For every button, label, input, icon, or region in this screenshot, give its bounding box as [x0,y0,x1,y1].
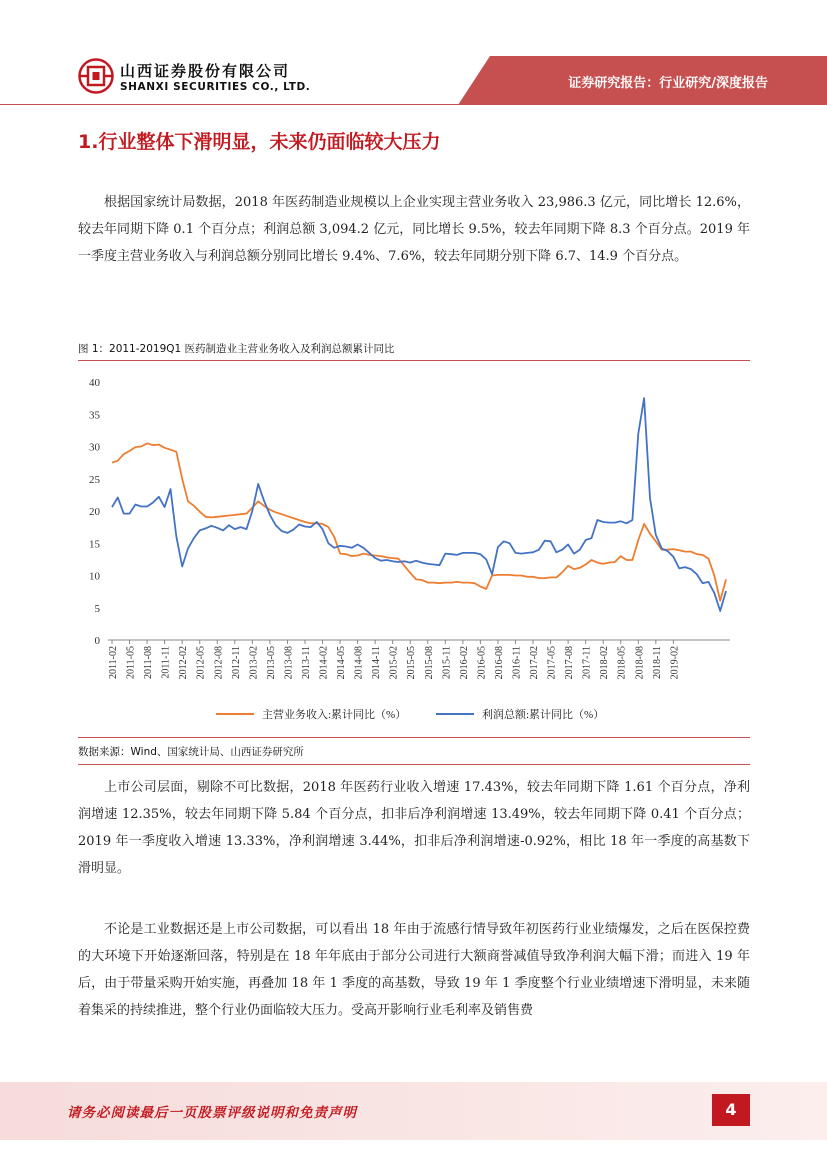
y-tick-label: 10 [89,570,100,583]
section-title: 1.行业整体下滑明显，未来仍面临较大压力 [78,131,441,153]
x-tick-label: 2017-11 [581,646,593,679]
x-tick-label: 2013-05 [265,646,277,680]
report-type-label: 证券研究报告：行业研究/深度报告 [568,76,768,91]
x-tick-label: 2014-05 [336,646,348,680]
y-tick-label: 5 [94,602,100,615]
series-line-revenue [112,443,726,600]
company-logo-icon [78,58,114,94]
x-tick-label: 2016-11 [511,646,523,679]
x-tick-label: 2018-08 [634,646,646,680]
y-tick-label: 35 [89,409,100,422]
y-tick-label: 15 [89,538,100,551]
x-tick-label: 2011-02 [108,646,119,679]
company-name-en: SHANXI SECURITIES CO., LTD. [120,81,311,93]
y-tick-label: 20 [89,506,100,518]
x-tick-label: 2011-05 [125,646,137,679]
x-tick-label: 2013-08 [283,646,295,680]
x-tick-label: 2015-11 [441,646,453,679]
y-tick-label: 25 [89,473,100,486]
x-tick-label: 2012-02 [178,646,190,680]
x-tick-label: 2016-08 [493,646,505,680]
x-tick-label: 2014-02 [318,646,330,680]
y-tick-label: 40 [89,377,100,389]
paragraph-industry-data: 根据国家统计局数据，2018 年医药制造业规模以上企业实现主营业务收入 23,986.3 亿元，同比增长 12.6%，较去年同期下降 0.1 个百分点；利润总额 3,094.2 亿元，同比增长 9.5%，较去年同期下降 8.3 个百分点。2019 年一季度主营业务收入与利润总额分别同比增长 9.4%、7.6%，较去年同期分别下降 6.7、14.9 个百分点。 [78,195,750,264]
chart-axes [89,377,730,679]
line-chart [78,368,750,734]
page-number: 4 [712,1094,750,1126]
figure-bottom-rule [78,737,750,738]
x-tick-label: 2011-11 [160,646,172,679]
chart-legend [216,707,604,721]
x-tick-label: 2014-11 [371,646,383,679]
x-tick-label: 2013-11 [300,646,312,679]
x-tick-label: 2011-08 [143,646,155,679]
legend-label-profit: 利润总额:累计同比（%） [482,709,605,721]
x-tick-label: 2019-02 [669,646,681,680]
x-tick-label: 2018-05 [616,646,628,680]
figure-source: 数据来源：Wind、国家统计局、山西证券研究所 [78,746,304,758]
x-tick-label: 2012-08 [213,646,225,680]
x-tick-label: 2012-05 [195,646,207,680]
x-tick-label: 2017-08 [564,646,576,680]
paragraph-listed-companies: 上市公司层面，剔除不可比数据，2018 年医药行业收入增速 17.43%，较去年同期下降 1.61 个百分点，净利润增速 12.35%，较去年同期下降 5.84 个百分点，扣非后净利润增速 13.49%，较去年同期下降 0.41 个百分点；2019 年一季度收入增速 13.33%，净利润增速 3.44%，扣非后净利润增速-0.92%，相比 18 年一季度的高基数下滑明显。 [78,780,750,876]
x-tick-label: 2018-11 [651,646,663,679]
paragraph-outlook: 不论是工业数据还是上市公司数据，可以看出 18 年由于流感行情导致年初医药行业业绩爆发，之后在医保控费的大环境下开始逐渐回落，特别是在 18 年年底由于部分公司进行大额商誉减值导致净利润大幅下滑；而进入 19 年后，由于带量采购开始实施，再叠加 18 年 1 季度的高基数，导致 19 年 1 季度整个行业业绩增速下滑明显，未来随着集采的持续推进，整个行业仍面临较大压力。受高开影响行业毛利率及销售费 [78,922,750,1018]
x-tick-label: 2017-05 [546,646,558,680]
x-tick-label: 2012-11 [230,646,242,679]
x-tick-label: 2018-02 [599,646,611,680]
figure-top-rule [78,360,750,361]
x-tick-label: 2015-05 [406,646,418,680]
legend-label-revenue: 主营业务收入:累计同比（%） [262,709,407,721]
figure-title: 图 1：2011-2019Q1 医药制造业主营业务收入及利润总额累计同比 [78,343,395,355]
x-tick-label: 2016-05 [476,646,488,680]
company-name-cn: 山西证券股份有限公司 [120,62,291,80]
x-tick-label: 2015-08 [423,646,435,680]
chart-series [112,398,726,611]
y-tick-label: 30 [89,441,100,454]
source-rule [78,764,750,765]
x-tick-label: 2016-02 [458,646,470,680]
x-tick-label: 2014-08 [353,646,365,680]
y-tick-label: 0 [94,635,100,647]
x-tick-label: 2015-02 [388,646,400,680]
x-tick-label: 2017-02 [529,646,541,680]
disclaimer-text: 请务必阅读最后一页股票评级说明和免责声明 [67,1105,357,1121]
x-tick-label: 2013-02 [248,646,260,680]
